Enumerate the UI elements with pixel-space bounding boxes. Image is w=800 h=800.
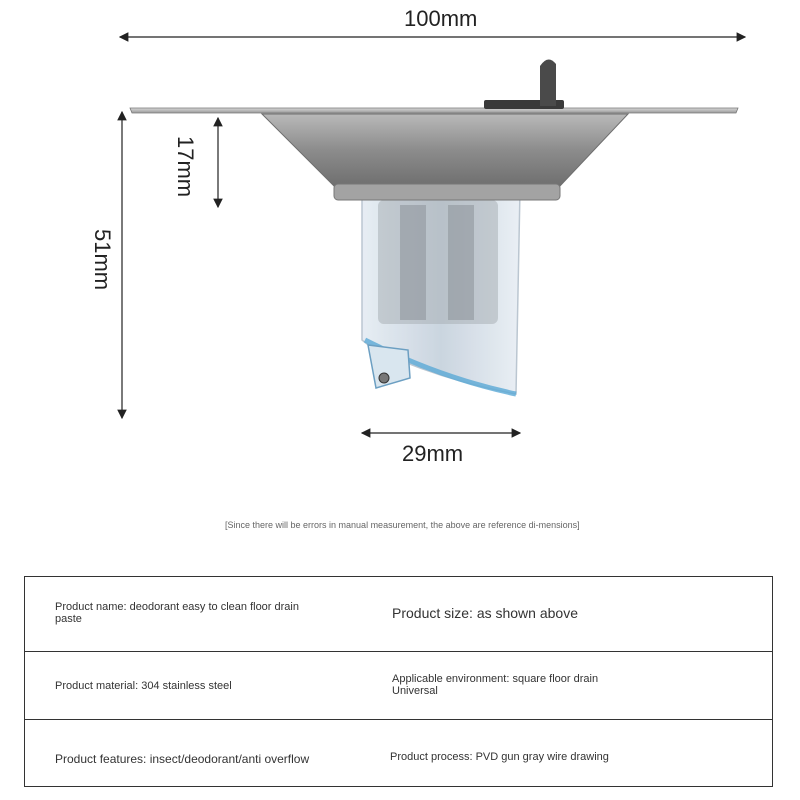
steel-cover bbox=[130, 59, 738, 200]
spec-row bbox=[25, 577, 772, 652]
applicable-environment: Applicable environment: square floor drain Universal bbox=[392, 673, 599, 697]
core-width-label: 29mm bbox=[402, 441, 464, 466]
plastic-core bbox=[362, 190, 520, 394]
spec-row bbox=[25, 652, 772, 720]
measurement-note: [Since there will be errors in manual measurement, the above are reference di-mensions] bbox=[225, 520, 580, 530]
product-size: Product size: as shown above bbox=[392, 605, 578, 621]
product-name: Product name: deodorant easy to clean floor drain paste bbox=[55, 601, 299, 625]
height-label: 51mm bbox=[90, 229, 115, 291]
product-material: Product material: 304 stainless steel bbox=[55, 680, 232, 692]
width-label: 100mm bbox=[404, 6, 478, 31]
spec-table bbox=[24, 576, 773, 787]
depth-label: 17mm bbox=[173, 136, 198, 198]
product-process: Product process: PVD gun gray wire drawing bbox=[390, 751, 609, 763]
spec-row bbox=[25, 720, 772, 786]
product-features: Product features: insect/deodorant/anti overflow bbox=[55, 752, 310, 766]
